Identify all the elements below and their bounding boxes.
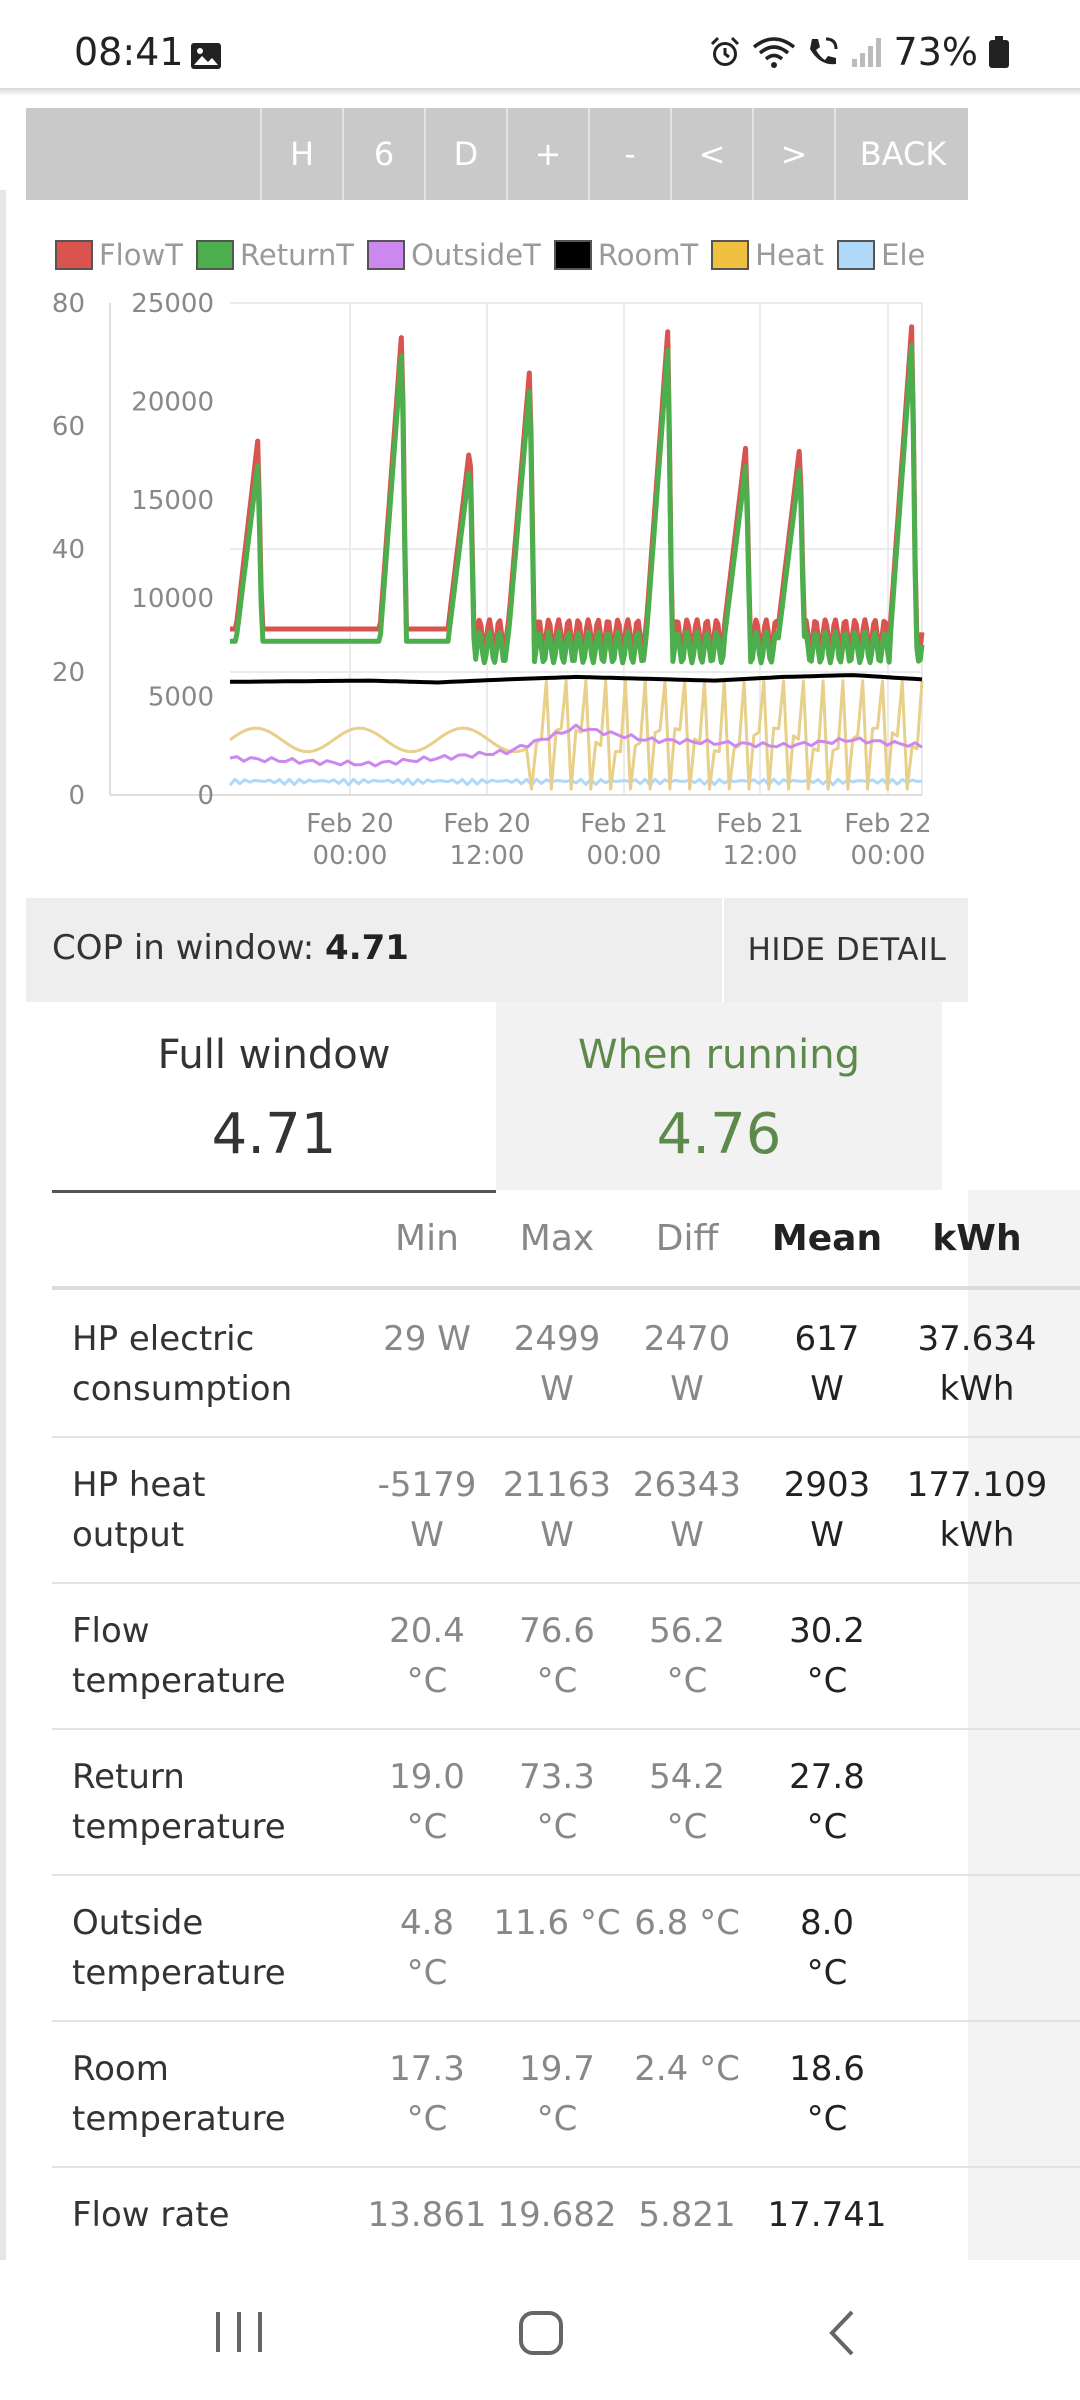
- legend-label: ReturnT: [240, 238, 354, 272]
- cop-bar: [26, 898, 968, 1002]
- cell-mean: 30.2 °C: [789, 1611, 865, 1701]
- cell-diff: 5.821: [638, 2195, 736, 2235]
- legend-swatch: [367, 240, 405, 270]
- table-row: [52, 2166, 1080, 2262]
- row-name: Room temperature: [72, 2049, 286, 2139]
- x-axis-tick: 12:00: [722, 841, 798, 871]
- x-axis-tick: Feb 20: [443, 809, 531, 839]
- right-axis-tick: 10000: [131, 584, 214, 615]
- cell-diff: 56.2 °C: [649, 1611, 725, 1701]
- tab-value: 4.71: [211, 1102, 337, 1167]
- battery-percent: 73%: [893, 30, 978, 74]
- cell-max: 21163 W: [502, 1465, 612, 1555]
- pan-left-button[interactable]: <: [670, 108, 752, 200]
- legend-swatch: [196, 240, 234, 270]
- status-right: [708, 30, 1010, 74]
- x-axis-tick: Feb 22: [844, 809, 932, 839]
- right-axis-tick: 0: [197, 781, 214, 811]
- legend-swatch: [837, 240, 875, 270]
- header-max: Max: [519, 1218, 595, 1259]
- legend-item-flowt[interactable]: [55, 238, 183, 272]
- row-name: Return temperature: [72, 1757, 286, 1847]
- cell-diff: 26343 W: [632, 1465, 742, 1555]
- cell-max: 2499 W: [513, 1319, 601, 1409]
- cell-mean: 2903 W: [783, 1465, 871, 1555]
- row-name: Flow rate: [72, 2195, 230, 2235]
- header-min: Min: [395, 1218, 459, 1259]
- legend-label: Ele: [881, 238, 926, 272]
- legend-swatch: [711, 240, 749, 270]
- cell-min: 19.0 °C: [389, 1757, 465, 1847]
- pan-right-button[interactable]: >: [752, 108, 834, 200]
- chart-legend: [55, 238, 945, 272]
- legend-item-outsidet[interactable]: [367, 238, 541, 272]
- row-name: HP heat output: [72, 1465, 206, 1555]
- series-returnt-line: [230, 345, 922, 663]
- tab-value: 4.76: [656, 1102, 782, 1167]
- cell-kwh: [902, 1898, 1052, 1948]
- recent-apps-icon[interactable]: [212, 2310, 266, 2354]
- cop-label: COP in window:: [52, 928, 315, 968]
- home-icon[interactable]: [518, 2310, 564, 2356]
- legend-item-elec[interactable]: [837, 238, 925, 272]
- x-axis-tick: 00:00: [312, 841, 388, 871]
- battery-icon: [988, 35, 1010, 69]
- cell-kwh: 37.634 kWh: [917, 1319, 1037, 1409]
- cell-mean: 617 W: [794, 1319, 860, 1409]
- six-hours-button[interactable]: 6: [342, 108, 424, 200]
- cell-mean: 18.6 °C: [789, 2049, 865, 2139]
- cell-max: 76.6 °C: [519, 1611, 595, 1701]
- chart-axis-ticks: [52, 289, 932, 871]
- cell-min: 4.8 °C: [399, 1903, 455, 1993]
- cell-diff: 6.8 °C: [634, 1903, 740, 1943]
- hour-button[interactable]: H: [260, 108, 342, 200]
- legend-label: OutsideT: [411, 238, 541, 272]
- legend-label: Heat: [755, 238, 825, 272]
- signal-icon: [850, 35, 884, 69]
- chart-series: [230, 327, 922, 789]
- alarm-icon: [708, 35, 742, 69]
- tab-when-running[interactable]: [496, 1002, 942, 1190]
- back-button[interactable]: BACK: [834, 108, 970, 200]
- cell-max: 11.6 °C: [493, 1903, 621, 1943]
- series-ele-line: [230, 779, 922, 785]
- zoom-out-button[interactable]: -: [588, 108, 670, 200]
- right-axis-tick: 5000: [147, 682, 214, 713]
- gallery-icon: [190, 42, 222, 70]
- cell-mean: 8.0 °C: [799, 1903, 855, 1993]
- left-axis-tick: 0: [68, 781, 85, 811]
- x-axis-tick: 12:00: [449, 841, 525, 871]
- system-nav-bar: [0, 2262, 1080, 2400]
- right-axis-tick: 25000: [131, 289, 214, 319]
- wifi-calling-icon: [806, 35, 840, 69]
- header-diff: Diff: [655, 1218, 719, 1259]
- cell-min: 17.3 °C: [389, 2049, 465, 2139]
- left-axis-tick: 40: [51, 535, 85, 565]
- legend-label: FlowT: [99, 238, 183, 272]
- x-axis-tick: Feb 20: [306, 809, 394, 839]
- tab-label: When running: [578, 1032, 860, 1078]
- hide-detail-button[interactable]: HIDE DETAIL: [722, 898, 970, 1002]
- zoom-in-button[interactable]: +: [506, 108, 588, 200]
- row-name: HP electric consumption: [72, 1319, 293, 1409]
- x-axis-tick: Feb 21: [716, 809, 804, 839]
- right-axis-tick: 20000: [131, 387, 214, 418]
- series-flowt-line: [230, 327, 922, 651]
- cell-kwh: [902, 1606, 1052, 1656]
- table-row: [52, 1290, 1080, 1438]
- stats-table-header: [52, 1190, 1080, 1290]
- legend-item-returnt[interactable]: [196, 238, 354, 272]
- tab-full-window[interactable]: [52, 1002, 496, 1193]
- graph-toolbar: [26, 108, 968, 200]
- cop-summary: [52, 928, 409, 968]
- tab-label: Full window: [157, 1032, 391, 1078]
- table-row: [52, 1436, 1080, 1584]
- left-axis-tick: 20: [51, 658, 85, 688]
- cell-min: 20.4 °C: [389, 1611, 465, 1701]
- cell-max: 73.3 °C: [519, 1757, 595, 1847]
- cell-min: 29 W: [383, 1319, 471, 1359]
- right-axis-tick: 15000: [131, 485, 214, 516]
- left-axis-tick: 80: [51, 289, 85, 319]
- table-row: [52, 1582, 1080, 1730]
- header-kwh: kWh: [932, 1218, 1022, 1259]
- table-row: [52, 1874, 1080, 2022]
- row-name: Flow temperature: [72, 1611, 286, 1701]
- cell-kwh: 177.109 kWh: [906, 1465, 1048, 1555]
- header-shadow: [0, 88, 1080, 96]
- cop-value: 4.71: [325, 928, 409, 968]
- wifi-icon: [752, 35, 796, 69]
- cell-min: 13.861: [367, 2195, 487, 2235]
- table-row: [52, 1728, 1080, 1876]
- cell-max: 19.682: [497, 2195, 617, 2235]
- time-series-chart[interactable]: [0, 280, 968, 880]
- cell-diff: 2470 W: [643, 1319, 731, 1409]
- cell-kwh: [902, 2044, 1052, 2094]
- series-heat-line: [230, 681, 922, 789]
- x-axis-tick: 00:00: [850, 841, 926, 871]
- cell-mean: 17.741: [767, 2195, 887, 2235]
- legend-item-heat[interactable]: [711, 238, 824, 272]
- left-axis-tick: 60: [51, 412, 85, 442]
- back-icon[interactable]: [826, 2310, 856, 2356]
- header-mean: Mean: [771, 1218, 883, 1259]
- cell-diff: 54.2 °C: [649, 1757, 725, 1847]
- cell-diff: 2.4 °C: [634, 2049, 740, 2089]
- legend-swatch: [554, 240, 592, 270]
- row-name: Outside temperature: [72, 1903, 286, 1993]
- legend-swatch: [55, 240, 93, 270]
- cell-kwh: [902, 1752, 1052, 1802]
- cell-mean: 27.8 °C: [789, 1757, 865, 1847]
- status-time: 08:41: [74, 30, 184, 74]
- day-button[interactable]: D: [424, 108, 506, 200]
- x-axis-tick: Feb 21: [580, 809, 668, 839]
- legend-item-roomt[interactable]: [554, 238, 698, 272]
- table-row: [52, 2020, 1080, 2168]
- cell-max: 19.7 °C: [519, 2049, 595, 2139]
- legend-label: RoomT: [597, 238, 699, 272]
- x-axis-tick: 00:00: [586, 841, 662, 871]
- status-bar: [0, 0, 1080, 88]
- cell-min: -5179 W: [377, 1465, 477, 1555]
- series-roomt-line: [230, 675, 922, 682]
